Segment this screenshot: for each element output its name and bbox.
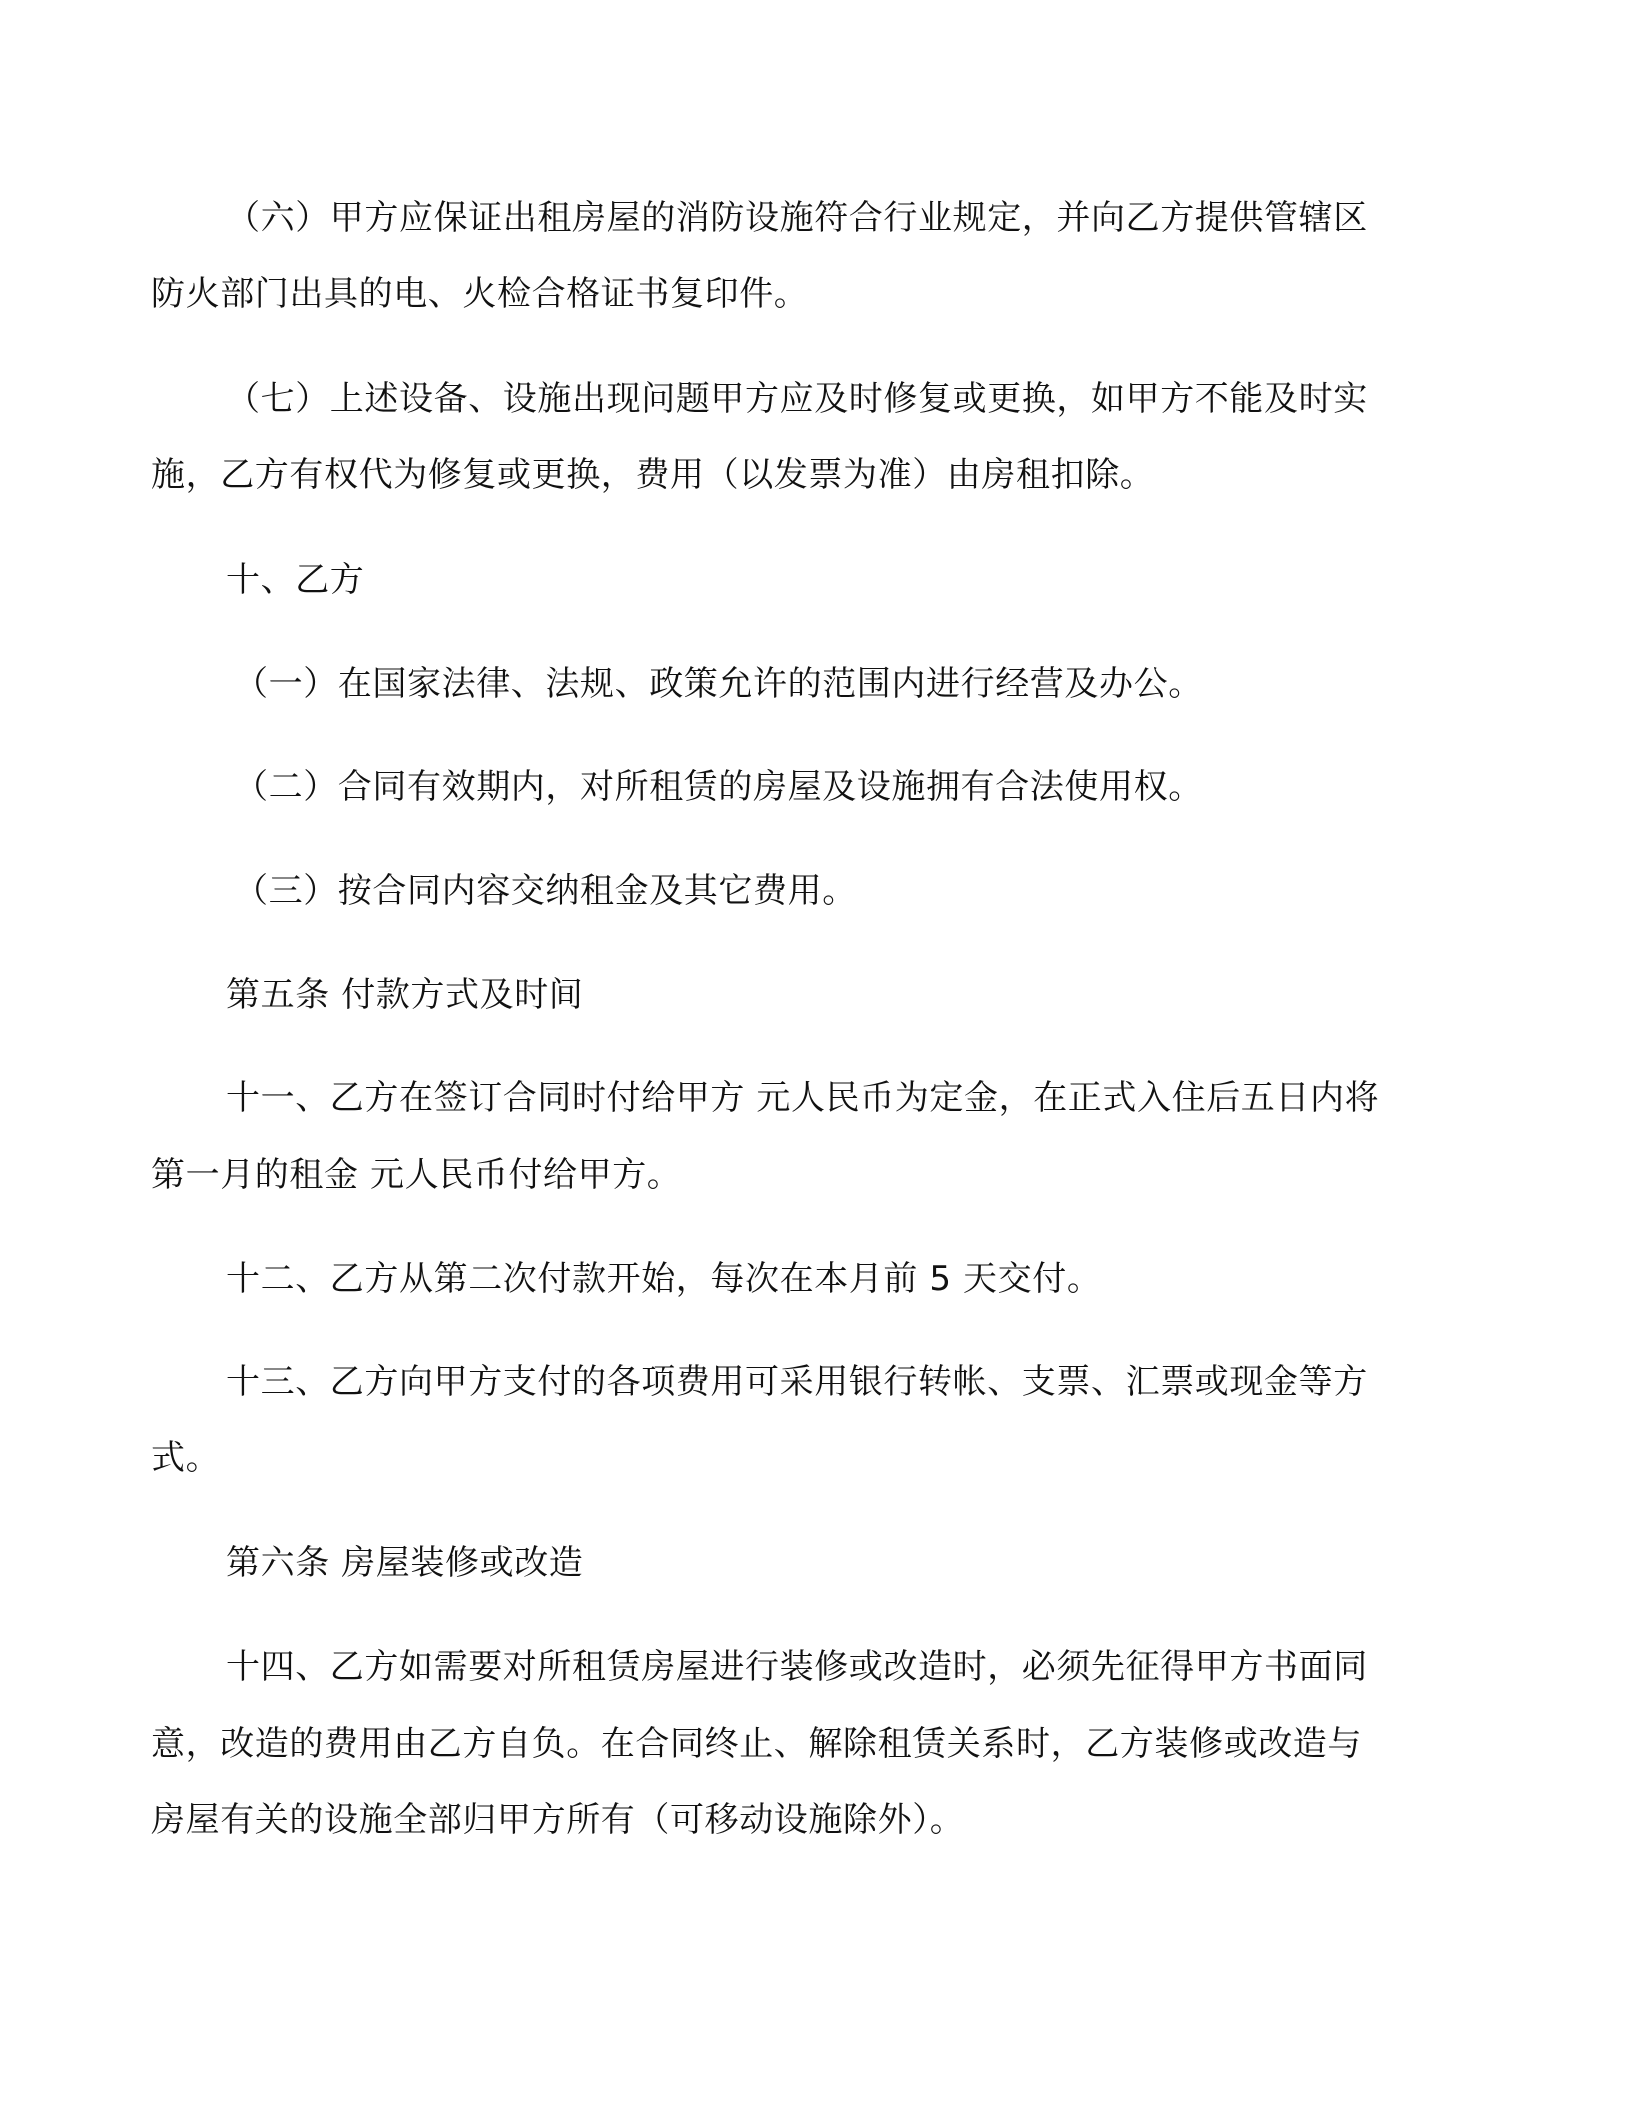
clause-11-line-2: 第一月的租金 元人民币付给甲方。	[151, 1155, 682, 1195]
clause-6-line-1: （六）甲方应保证出租房屋的消防设施符合行业规定，并向乙方提供管辖区	[226, 198, 1368, 238]
article-6-heading: 第六条 房屋装修或改造	[226, 1543, 584, 1583]
clause-14-line-3: 房屋有关的设施全部归甲方所有（可移动设施除外）。	[151, 1800, 965, 1840]
section-10-item-3: （三）按合同内容交纳租金及其它费用。	[234, 871, 857, 911]
section-10-item-2: （二）合同有效期内，对所租赁的房屋及设施拥有合法使用权。	[234, 767, 1203, 807]
clause-12-line-1: 十二、乙方从第二次付款开始，每次在本月前 5 天交付。	[226, 1259, 1102, 1299]
clause-14-line-1: 十四、乙方如需要对所租赁房屋进行装修或改造时，必须先征得甲方书面同	[226, 1647, 1368, 1687]
section-10-item-1: （一）在国家法律、法规、政策允许的范围内进行经营及办公。	[234, 664, 1203, 704]
clause-13-line-2: 式。	[151, 1438, 221, 1478]
clause-7-line-2: 施，乙方有权代为修复或更换，费用（以发票为准）由房租扣除。	[151, 455, 1155, 495]
clause-6-line-2: 防火部门出具的电、火检合格证书复印件。	[151, 274, 809, 314]
clause-7-line-1: （七）上述设备、设施出现问题甲方应及时修复或更换，如甲方不能及时实	[226, 379, 1368, 419]
article-5-heading: 第五条 付款方式及时间	[226, 975, 584, 1015]
clause-13-line-1: 十三、乙方向甲方支付的各项费用可采用银行转帐、支票、汇票或现金等方	[226, 1362, 1368, 1402]
clause-14-line-2: 意，改造的费用由乙方自负。在合同终止、解除租赁关系时，乙方装修或改造与	[151, 1724, 1362, 1764]
clause-11-line-1: 十一、乙方在签订合同时付给甲方 元人民币为定金，在正式入住后五日内将	[226, 1078, 1380, 1118]
section-10-heading: 十、乙方	[226, 560, 365, 600]
